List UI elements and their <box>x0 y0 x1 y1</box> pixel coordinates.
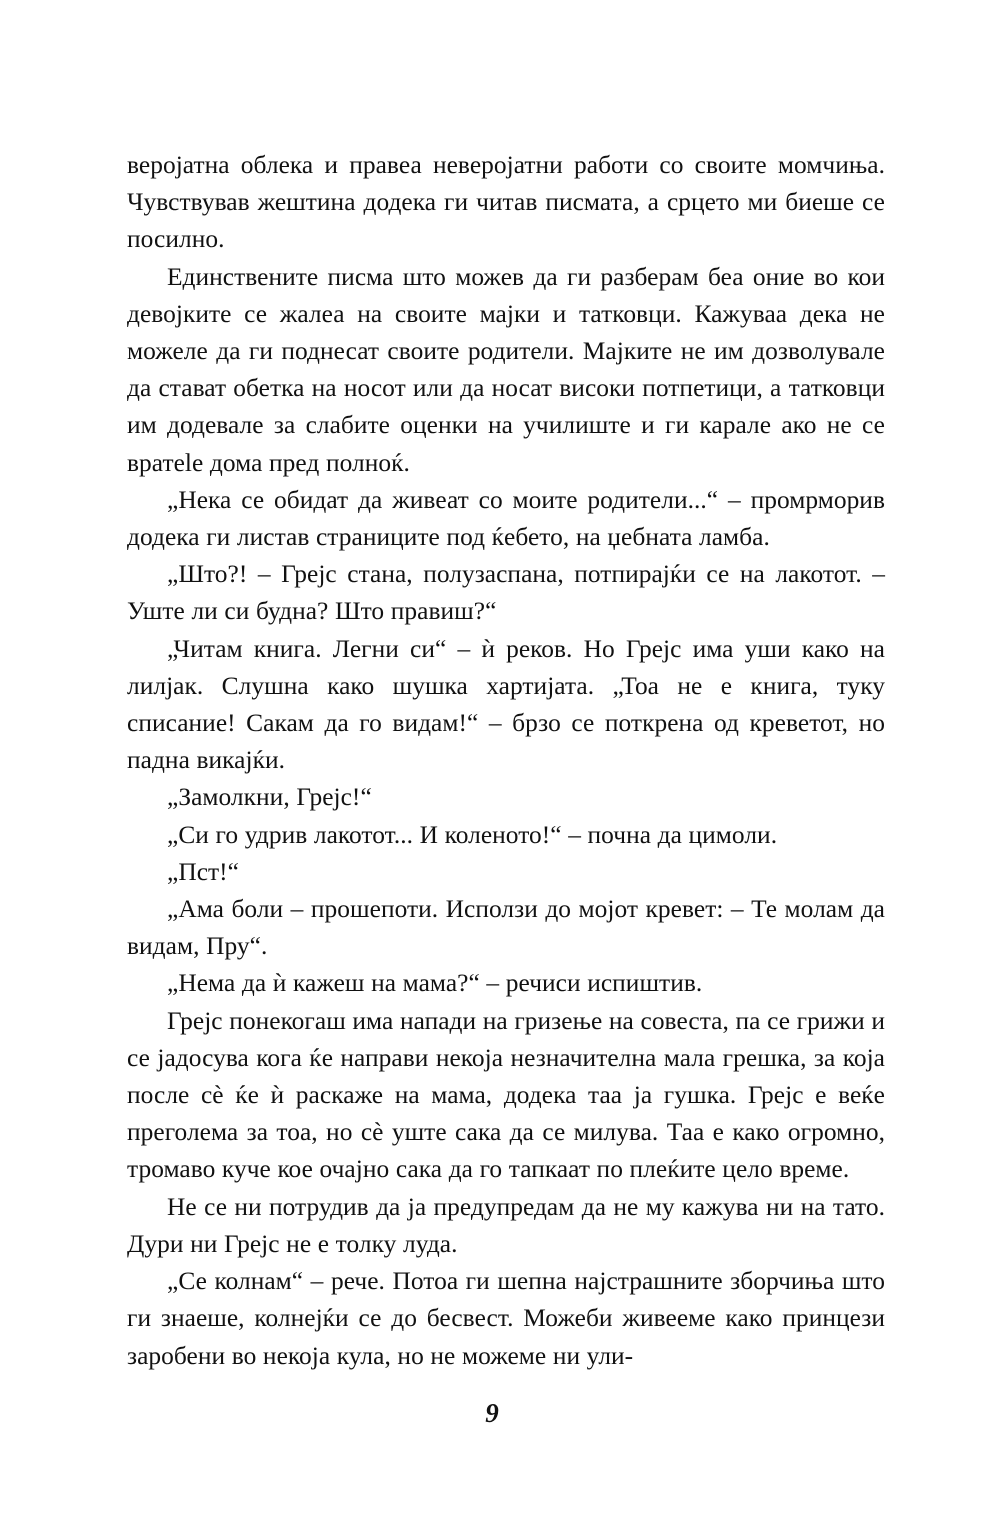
paragraph: „Нека се обидат да живеат со моите родители...“ – промрморив додека ги листав страниците под ќебето, на џебната ламба. <box>127 485 885 552</box>
paragraph: „Си го удрив лакотот... И коленото!“ – почна да цимоли. <box>167 820 778 849</box>
paragraph: „Што?! – Грејс стана, полузаспана, потпирајќи се на лакотот. – Уште ли си будна? Што правиш?“ <box>127 560 885 626</box>
paragraph: веројатна облека и правеа неверојатни работи со своите момчиња. Чувствував жештина додека ги читав писмата, а срцето ми биеше се посилно. <box>127 151 885 254</box>
paragraph: „Се колнам“ – рече. Потоа ги шепна најстрашните зборчиња што ги знаеше, колнејќи се до бесвест. Можеби живееме како принцези заробени во некоја кула, но не можеме ни ули- <box>127 1267 885 1370</box>
paragraph: „Читам книга. Легни си“ – ѝ реков. Но Грејс има уши како на лилјак. Слушна како шушка хартијата. „Тоа не е книга, туку списание! Сакам да го видам!“ – брзо се поткрена од креветот, но падна викајќи. <box>127 634 885 775</box>
paragraph: „Замолкни, Грејс!“ <box>167 783 372 812</box>
paragraph: Единствените писма што можев да ги разберам беа оние во кои девојките се жалеа на своите мајки и татковци. Кажуваа дека не можеле да ги поднесат своите родители. Мајките не им дозволувале да стават обетка на носот или да носат високи потпетици, а татковци им додевале за слабите оценки на училиште и ги карале ако не се вратele дома пред полноќ. <box>127 262 885 477</box>
paragraph: Не се ни потрудив да ја предупредам да не му кажува ни на тато. Дури ни Грејс не е толку луда. <box>127 1192 885 1258</box>
paragraph: „Нема да ѝ кажеш на мама?“ – речиси испиштив. <box>167 969 703 998</box>
page-number: 9 <box>485 1398 499 1428</box>
page-text-block <box>127 147 885 1375</box>
paragraph: „Пст!“ <box>167 857 239 886</box>
paragraph: Грејс понекогаш има напади на гризење на совеста, па се грижи и се јадосува кога ќе направи некоја незначителна мала грешка, за која после сè ќе ѝ раскаже на мама, додека таа ја гушка. Грејс е веќе преголема за тоа, но сè уште сака да се милува. Таа е како огромно, тромаво куче кое очајно сака да го тапкаат по плеќите цело време. <box>127 1006 885 1184</box>
paragraph: „Ама боли – прошепоти. Исползи до мојот кревет: – Те молам да видам, Пру“. <box>127 895 885 961</box>
